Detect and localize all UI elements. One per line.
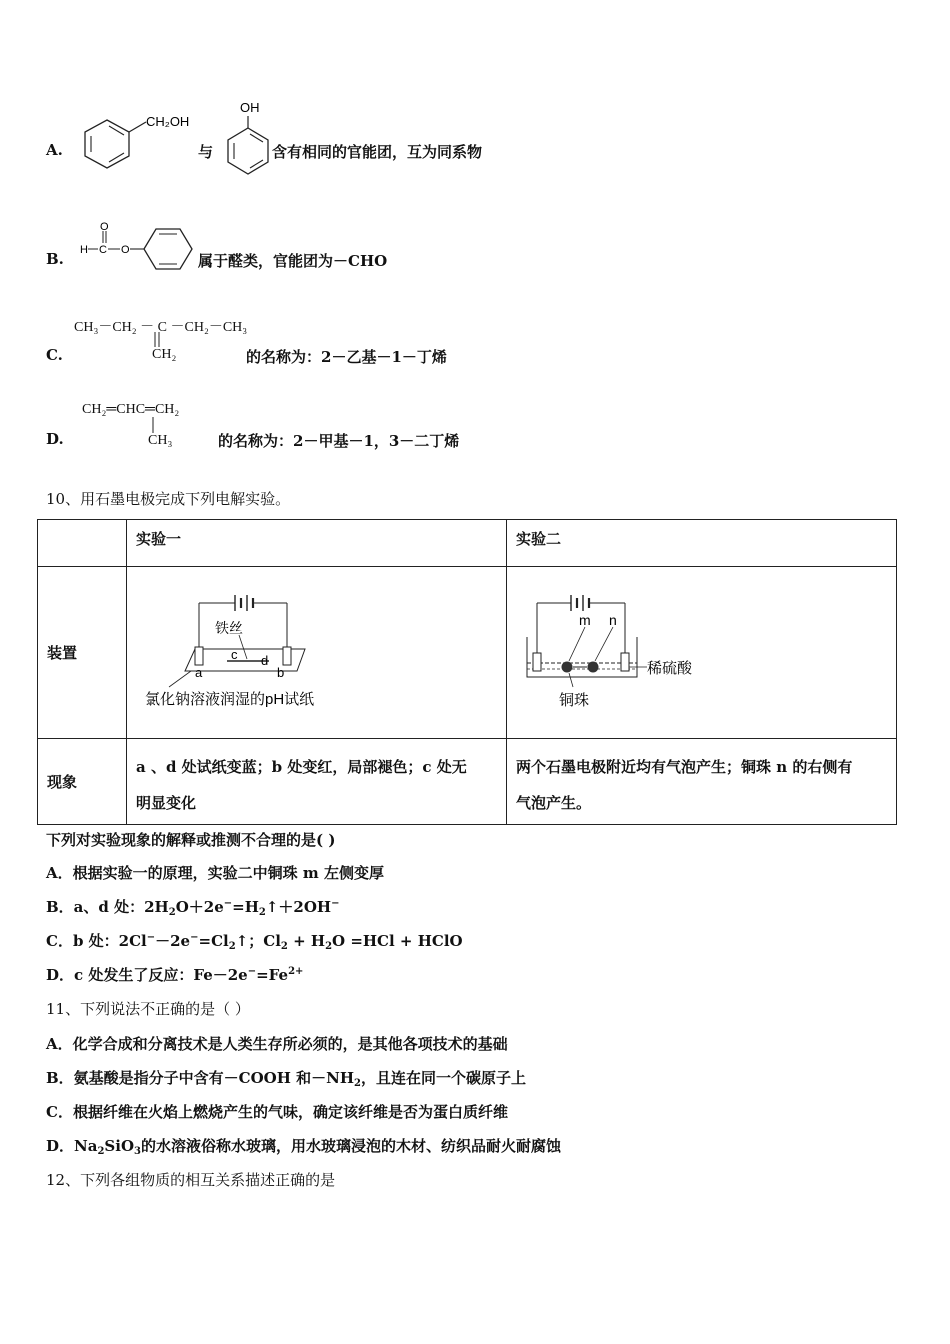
q11-stem: 11、下列说法不正确的是（ ） bbox=[46, 1000, 250, 1018]
q12-stem: 12、下列各组物质的相互关系描述正确的是 bbox=[46, 1171, 336, 1189]
c-atom: C bbox=[99, 244, 107, 256]
label-iron-wire: 铁丝 bbox=[215, 620, 243, 636]
phenol-structure bbox=[218, 96, 278, 180]
q10-option-d: D．c 处发生了反应：$Fe-2e^-=Fe^{2+}$ bbox=[46, 966, 304, 984]
experiment-table bbox=[37, 519, 897, 825]
q10-stem: 10、用石墨电极完成下列电解实验。 bbox=[46, 490, 291, 508]
label-dilute-sulfuric-acid: 稀硫酸 bbox=[647, 660, 693, 677]
benzyl-alcohol-structure bbox=[80, 108, 210, 178]
option-d-branch: CH₃ bbox=[148, 433, 173, 448]
q10-option-a: A．根据实验一的原理，实验二中铜珠 m 左侧变厚 bbox=[46, 864, 384, 882]
exp1-apparatus-diagram bbox=[127, 567, 506, 739]
option-a-label: A. bbox=[46, 141, 63, 159]
label-a: a bbox=[195, 665, 203, 680]
label-m: m bbox=[579, 612, 591, 628]
table-header-exp2: 实验二 bbox=[507, 520, 897, 567]
label-c: c bbox=[231, 647, 238, 662]
q10-option-c: C．b 处：$2Cl^--2e^-=Cl_2↑$；$Cl_2 + H_2O =HCl$ + HClO bbox=[46, 932, 463, 952]
h-atom: H bbox=[80, 244, 88, 256]
ch2oh-text: CH₂OH bbox=[146, 114, 190, 129]
q11-option-d: D．$Na_2SiO_3$的水溶液俗称水玻璃，用水玻璃浸泡的木材、纺织品耐火耐腐蚀 bbox=[46, 1137, 562, 1157]
table-corner bbox=[38, 520, 127, 567]
row-label-device: 装置 bbox=[38, 567, 127, 739]
o-carbonyl: O bbox=[100, 221, 109, 233]
option-b-text: 属于醛类，官能团为－CHO bbox=[198, 252, 388, 270]
option-a-text: 含有相同的官能团，互为同系物 bbox=[272, 143, 483, 161]
row-label-phenomenon: 现象 bbox=[38, 739, 127, 825]
label-d: d bbox=[261, 653, 269, 668]
option-d-chain: CH₂═CHC═CH₂ bbox=[82, 402, 180, 417]
q11-option-b: B．氨基酸是指分子中含有－COOH 和$-NH_2$，且连在同一个碳原子上 bbox=[46, 1069, 527, 1089]
q10-option-b: B．a、d 处：$2H_2O+2e^-=H_2↑+2OH^-$ bbox=[46, 898, 340, 918]
exp2-apparatus-cell bbox=[507, 567, 897, 739]
label-copper-bead: 铜珠 bbox=[559, 692, 590, 709]
option-a-joiner: 与 bbox=[198, 143, 214, 161]
option-d-text: 的名称为：2－甲基－1，3－二丁烯 bbox=[218, 432, 460, 450]
oh-text: OH bbox=[240, 100, 260, 115]
q11-option-a: A．化学合成和分离技术是人类生存所必须的，是其他各项技术的基础 bbox=[46, 1035, 508, 1053]
label-ph-paper: 氯化钠溶液润湿的pH试纸 bbox=[145, 691, 315, 708]
exp1-apparatus-cell bbox=[127, 567, 507, 739]
option-c-chain: CH₃－CH₂ － C －CH₂－CH₃ bbox=[74, 320, 248, 335]
exp2-apparatus-diagram bbox=[507, 567, 896, 739]
exp1-phenomenon: a 、d 处试纸变蓝；b 处变红，局部褪色；c 处无 明显变化 bbox=[127, 739, 507, 825]
o-ester: O bbox=[121, 244, 130, 256]
q10-question: 下列对实验现象的解释或推测不合理的是( ) bbox=[46, 831, 336, 849]
table-header-exp1: 实验一 bbox=[127, 520, 507, 567]
label-b: b bbox=[277, 665, 285, 680]
option-c-label: C. bbox=[46, 346, 63, 364]
phenyl-formate-structure bbox=[78, 218, 198, 276]
exp2-phenomenon: 两个石墨电极附近均有气泡产生；铜珠 n 的右侧有 气泡产生。 bbox=[507, 739, 897, 825]
option-d-label: D. bbox=[46, 430, 64, 448]
q11-option-c: C．根据纤维在火焰上燃烧产生的气味，确定该纤维是否为蛋白质纤维 bbox=[46, 1103, 508, 1121]
option-c-branch: CH₂ bbox=[152, 347, 177, 362]
label-n: n bbox=[609, 612, 617, 628]
option-c-text: 的名称为：2－乙基－1－丁烯 bbox=[246, 348, 447, 366]
option-b-label: B. bbox=[46, 250, 64, 268]
